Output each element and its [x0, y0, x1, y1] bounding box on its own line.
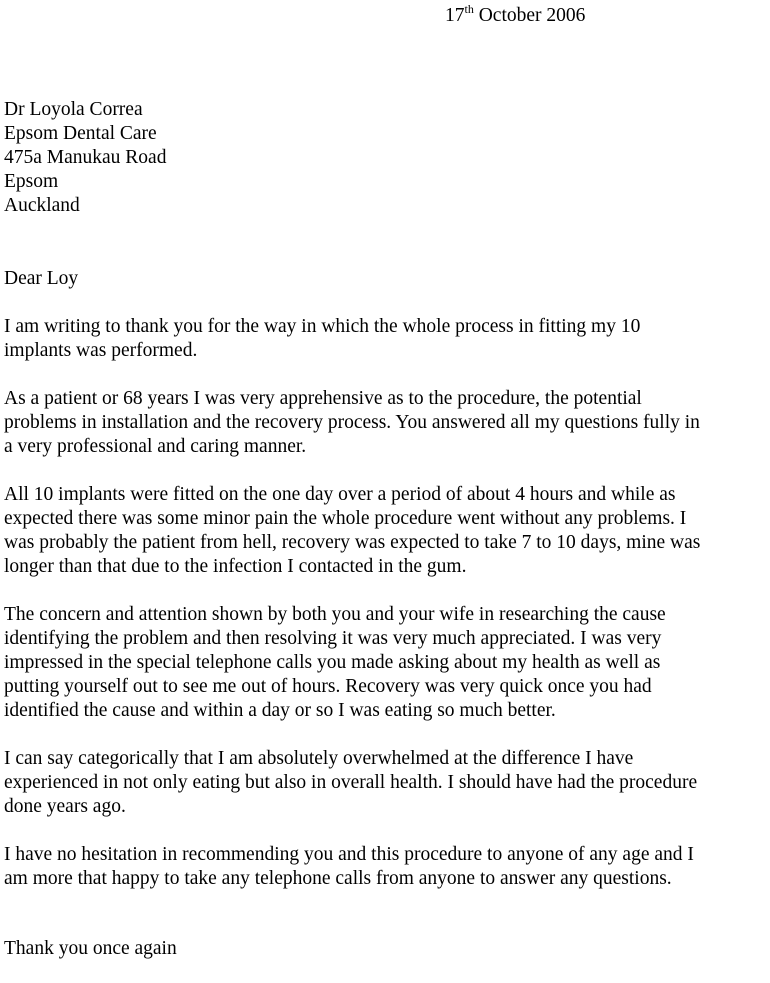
date-month-year: October 2006	[473, 5, 586, 26]
recipient-name: Dr Loyola Correa	[4, 99, 143, 120]
recipient-street: 475a Manukau Road	[4, 147, 167, 168]
paragraph-apprehension: As a patient or 68 years I was very apprehensive as to the procedure, the potential problems in installation and the recovery process. You answered all my questions fully in a very professional and caring manner.	[4, 388, 700, 457]
closing-line: Thank you once again	[4, 938, 177, 959]
date-suffix: th	[464, 1, 474, 16]
letter-body	[4, 315, 762, 915]
paragraph-thanks: I am writing to thank you for the way in which the whole process in fitting my 10 implants was performed.	[4, 316, 641, 361]
paragraph-procedure: All 10 implants were fitted on the one day over a period of about 4 hours and while as expected there was some minor pain the whole procedure went without any problems. I was probably the patient from hell, recovery was expected to take 7 to 10 days, mine was longer than that due to the infection I contacted in the gum.	[4, 484, 701, 577]
recipient-suburb: Epsom	[4, 171, 59, 192]
date-day: 17	[445, 5, 465, 26]
recipient-city: Auckland	[4, 195, 80, 216]
paragraph-outcome: I can say categorically that I am absolutely overwhelmed at the difference I have experienced in not only eating but also in overall health. I should have had the procedure done years ago.	[4, 748, 698, 817]
recipient-address	[4, 98, 166, 218]
paragraph-recommendation: I have no hesitation in recommending you and this procedure to anyone of any age and I am more that happy to take any telephone calls from anyone to answer any questions.	[4, 844, 694, 889]
salutation: Dear Loy	[4, 268, 79, 289]
recipient-practice: Epsom Dental Care	[4, 123, 157, 144]
letter-date	[445, 1, 586, 28]
paragraph-concern: The concern and attention shown by both you and your wife in researching the cause identifying the problem and then resolving it was very much appreciated. I was very impressed in the special telephone calls you made asking about my health as well as putting yourself out to see me out of hours. Recovery was very quick once you had identified the cause and within a day or so I was eating so much better.	[4, 604, 666, 721]
